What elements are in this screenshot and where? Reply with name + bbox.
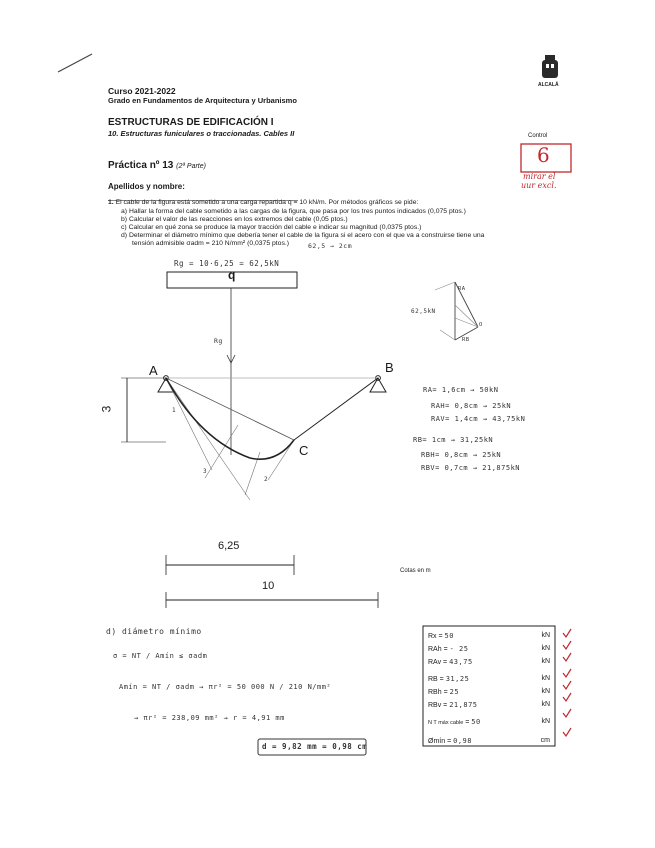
cotas-note: Cotas en m	[400, 568, 431, 574]
dim-total-label: 10	[262, 580, 275, 592]
hw-result-ra: RA= 1,6cm → 50kN	[423, 386, 499, 394]
result-row-rav: RAv = 43,75 kN	[428, 658, 550, 666]
exercise-item-b: b) Calcular el valor de las reacciones en los extremos del cable (0,05 ptos.)	[121, 216, 348, 223]
result-row-nt: N T máx cable = 50 kN	[428, 718, 550, 726]
exercise-item-c: c) Calcular en qué zona se produce la mayor tracción del cable e indicar su magnitud (0,0375 ptos.)	[121, 224, 422, 231]
hw-result-rbv: RBV= 0,7cm → 21,875kN	[421, 464, 521, 472]
cable-segment-cb	[294, 378, 378, 440]
result-row-rbv: RBv = 21,875 kN	[428, 701, 550, 709]
result-row-rb: RB = 31,25 kN	[428, 675, 550, 683]
ray-label-3: 3	[203, 468, 208, 475]
diameter-line-3: → πr² = 238,09 mm² → r = 4,91 mm	[134, 714, 285, 722]
diameter-line-1: σ = NT / Amín ≤ σadm	[113, 652, 208, 660]
poly-rb-label: RB	[462, 337, 470, 343]
diameter-title: d) diámetro mínimo	[106, 627, 202, 636]
exercise-item-d-cont: tensión admisible σadm = 210 N/mm² (0,0375 ptos.)	[132, 240, 290, 247]
control-label: Control	[528, 133, 548, 139]
subject-title: ESTRUCTURAS DE EDIFICACIÓN I	[108, 117, 274, 128]
poly-origin-label: O	[479, 322, 483, 328]
exercise-number: 1.	[108, 199, 114, 206]
hw-result-rah: RAH= 0,8cm → 25kN	[431, 402, 512, 410]
point-c-label: C	[299, 443, 309, 458]
load-q-label: q	[228, 268, 236, 282]
hw-load-calc: Rg = 10·6,25 = 62,5kN	[174, 259, 280, 268]
diameter-result: d = 9,82 mm = 0,98 cm	[262, 742, 368, 751]
diameter-line-2: Amín = NT / σadm → πr² = 50 000 N / 210 N/mm²	[119, 683, 332, 691]
practica-title	[108, 160, 206, 171]
dim-vertical-label: 3	[99, 405, 114, 413]
practica-number: Práctica nº 13	[108, 160, 174, 171]
poly-load-label: 62,5kN	[411, 308, 436, 315]
point-b-label: B	[385, 360, 394, 375]
exercise-item-a: a) Hallar la forma del cable sometido a las cargas de la figura, que pasa por los tres puntos indicados (0,075 ptos.)	[121, 208, 466, 215]
results-box	[428, 630, 550, 748]
exercise-item-d: d) Determinar el diámetro mínimo que debería tener el cable de la figura si el acero con el que va a construirse tiene una	[121, 232, 485, 239]
grade-score: 6	[537, 143, 550, 167]
dim-partial-label: 6,25	[218, 540, 240, 552]
hw-scale: 62,5 → 2cm	[308, 242, 353, 250]
hw-result-rb: RB= 1cm → 31,25kN	[413, 436, 494, 444]
result-row-rbh: RBh = 25 kN	[428, 688, 550, 696]
check-marks	[563, 629, 571, 736]
poly-ra-label: RA	[458, 286, 466, 292]
point-a-label: A	[149, 363, 158, 378]
topic-title: 10. Estructuras funiculares o traccionadas. Cables II	[108, 129, 295, 138]
rg-label: Rg	[214, 337, 223, 345]
cable-curve	[166, 378, 294, 459]
practica-part: (2ª Parte)	[176, 163, 206, 170]
pencil-mark	[58, 54, 92, 72]
result-row-rx: Rx = 50 kN	[428, 632, 550, 640]
university-crest-icon	[542, 55, 558, 78]
hw-result-rbh: RBH= 0,8cm → 25kN	[421, 451, 502, 459]
force-polygon	[435, 282, 478, 340]
exercise-intro-text: El cable de la figura está sometido a una carga repartida q = 10 kN/m. Por métodos gráficos se pide:	[115, 199, 419, 206]
hw-result-rav: RAV= 1,4cm → 43,75kN	[431, 415, 526, 423]
name-label: Apellidos y nombre:	[108, 182, 185, 191]
grade-note-2: uur excl.	[521, 181, 557, 190]
degree-name: Grado en Fundamentos de Arquitectura y Urbanismo	[108, 96, 297, 105]
exercise-intro	[108, 199, 418, 206]
ray-label-2: 2	[264, 476, 269, 483]
grade-note-1: mirar el	[523, 172, 556, 181]
ray-label-1: 1	[172, 407, 177, 414]
university-label: ALCALÁ	[538, 82, 559, 88]
result-row-rah: RAh = - 25 kN	[428, 645, 550, 653]
course-year: Curso 2021-2022	[108, 86, 176, 96]
result-row-diameter: Ømín = 0,98 cm	[428, 737, 550, 745]
